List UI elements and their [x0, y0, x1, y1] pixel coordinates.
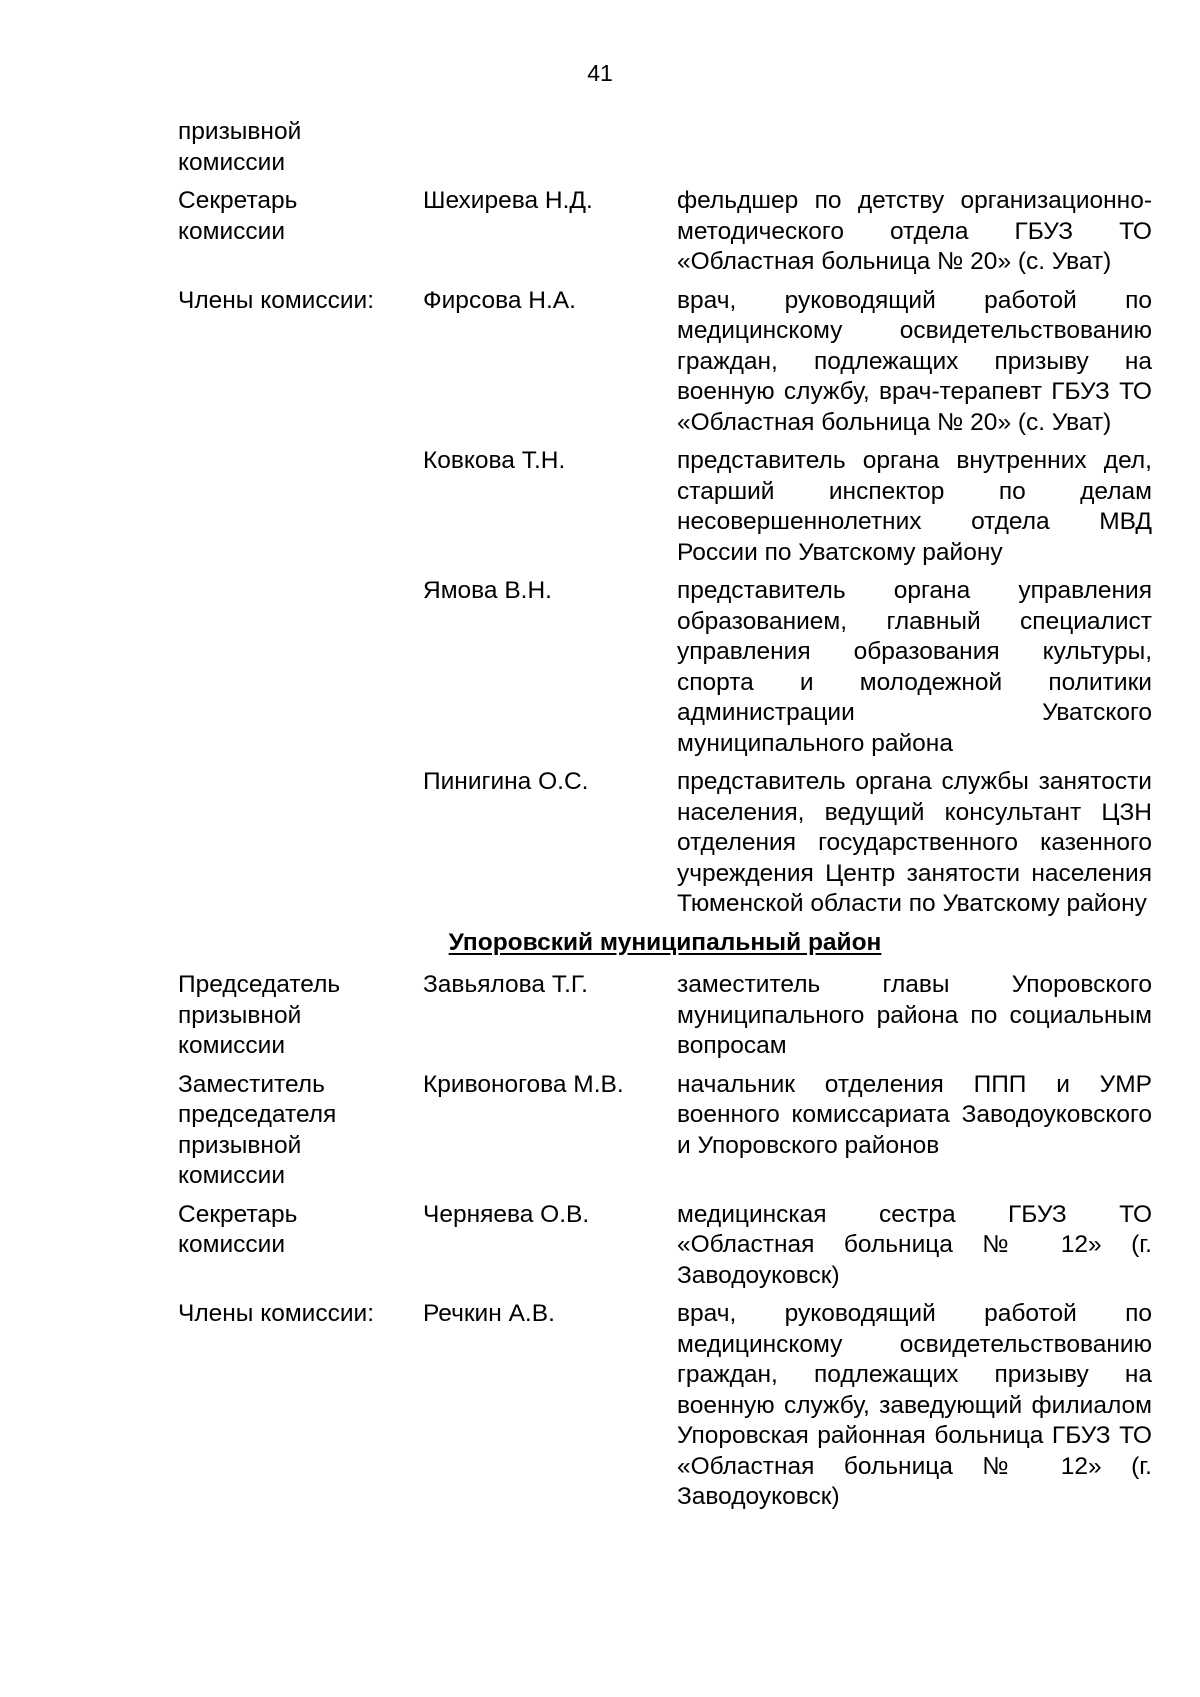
table-row: [178, 286, 1152, 439]
name-cell: Шехирева Н.Д.: [423, 187, 593, 214]
position-cell: представитель органа службы занятости населения, ведущий консультант ЦЗН отделения государственного казенного учреждения Центр занятости населения Тюменской области по Уватскому району: [677, 768, 1152, 917]
position-cell: врач, руководящий работой по медицинскому освидетельствованию граждан, подлежащих призыву на военную службу, заведующий филиалом Упоровская районная больница ГБУЗ ТО «Областная больница № 12» (г. Заводоуковск): [677, 1300, 1152, 1510]
role-cell: Члены комиссии:: [178, 1300, 375, 1327]
position-cell: врач, руководящий работой по медицинскому освидетельствованию граждан, подлежащих призыву на военную службу, врач-терапевт ГБУЗ ТО «Областная больница № 20» (с. Уват): [677, 286, 1152, 436]
table-row: [178, 117, 1152, 178]
section-uporovsky: [178, 928, 1152, 1513]
page-number: 41: [587, 60, 613, 86]
name-cell: Речкин А.В.: [423, 1300, 555, 1327]
position-cell: фельдшер по детству организационно-методического отдела ГБУЗ ТО «Областная больница № 20» (с. Уват): [677, 187, 1152, 275]
role-cell: Секретарь комиссии: [178, 1200, 298, 1258]
section-uvat-continued: [178, 117, 1152, 920]
name-cell: Ковкова Т.Н.: [423, 447, 566, 474]
table-row: [178, 446, 1152, 568]
role-cell: Члены комиссии:: [178, 286, 375, 314]
position-cell: представитель органа внутренних дел, старший инспектор по делам несовершеннолетних отдела МВД России по Уватскому району: [677, 447, 1152, 566]
table-row: [178, 1299, 1152, 1513]
role-cell: Председатель призывной комиссии: [178, 971, 341, 1059]
table-row: [178, 767, 1152, 920]
table-row: [178, 576, 1152, 759]
table-row: [178, 186, 1152, 278]
name-cell: Завьялова Т.Г.: [423, 971, 588, 998]
role-cell: призывной комиссии: [178, 118, 302, 176]
role-cell: Секретарь комиссии: [178, 187, 298, 245]
position-cell: медицинская сестра ГБУЗ ТО «Областная больница № 12» (г. Заводоуковск): [677, 1200, 1152, 1289]
position-cell: заместитель главы Упоровского муниципального района по социальным вопросам: [677, 971, 1152, 1059]
table-row: [178, 1200, 1152, 1292]
name-cell: Черняева О.В.: [423, 1200, 590, 1228]
name-cell: Пинигина О.С.: [423, 768, 589, 795]
role-cell: Заместитель председателя призывной комиссии: [178, 1070, 337, 1189]
position-cell: представитель органа управления образованием, главный специалист управления образования культуры, спорта и молодежной политики администрации Уватского муниципального района: [677, 577, 1152, 757]
table-row: [178, 1070, 1152, 1192]
position-cell: начальник отделения ППП и УМР военного комиссариата Заводоуковского и Упоровского районов: [677, 1070, 1152, 1159]
name-cell: Фирсова Н.А.: [423, 286, 576, 314]
commission-list: [178, 117, 1152, 1521]
table-row: [178, 970, 1152, 1062]
name-cell: Ямова В.Н.: [423, 577, 552, 604]
name-cell: Кривоногова М.В.: [423, 1070, 624, 1098]
section-heading: Упоровский муниципальный район: [448, 928, 882, 956]
